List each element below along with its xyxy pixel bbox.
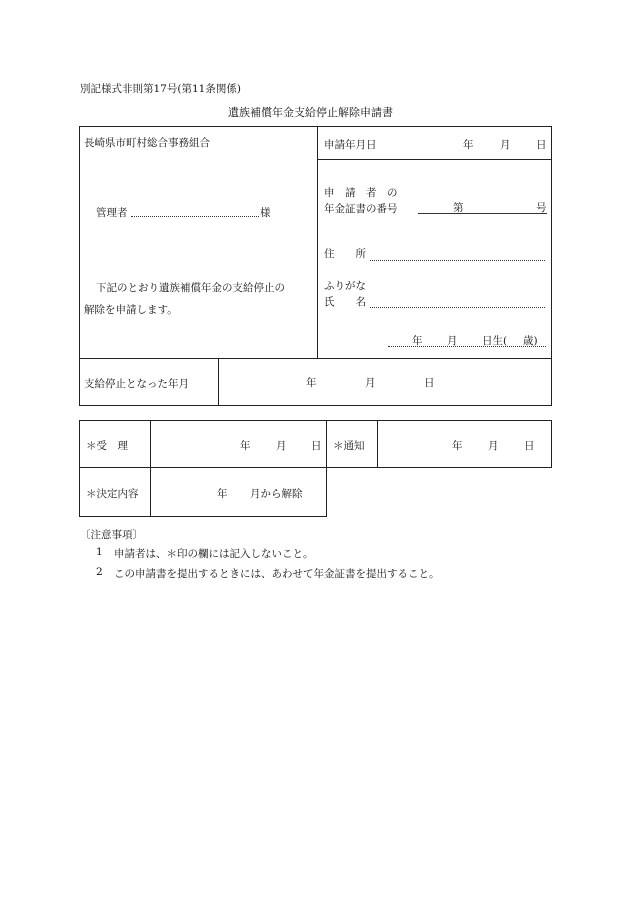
upper-table-divider [317,126,318,358]
administrator-label: 管理者 [96,207,128,219]
pension-number-field[interactable] [418,213,547,214]
decision-year: 年 [217,488,228,500]
name-label: 氏 名 [324,296,366,308]
note-item-2-text: この申請書を提出するときには、あわせて年金証書を提出すること。 [114,568,440,580]
birth-year: 年 [412,335,423,347]
address-field[interactable] [370,260,545,261]
pension-number-label-line2: 年金証書の番号 [324,203,398,215]
notice-label: ＊通知 [333,440,365,452]
notice-label-divider [377,420,378,468]
note-item-2-number: 2 [96,566,103,578]
address-label: 住 所 [324,248,366,260]
request-text-line2: 解除を申請します。 [84,304,178,316]
upper-table [79,126,552,406]
receipt-month: 月 [276,440,287,452]
application-date-day: 日 [536,139,547,151]
application-date-label: 申請年月日 [324,139,377,151]
notice-year: 年 [452,440,463,452]
suspension-day: 日 [424,377,435,389]
pension-number-go: 号 [536,202,547,214]
furigana-label: ふりがな [324,280,366,292]
suspension-month: 月 [365,377,376,389]
receipt-label: ＊受 理 [86,440,128,452]
date-row-divider [317,159,552,160]
birth-date-field[interactable] [388,346,546,347]
pension-number-label-line1: 申 請 者 の [324,187,398,199]
request-text-line1: 下記のとおり遺族補償年金の支給停止の [96,282,285,294]
birth-month: 月 [447,335,458,347]
receipt-day: 日 [311,440,322,452]
form-id: 別記様式非則第17号(第11条関係) [80,83,241,95]
page-title: 遺族補償年金支給停止解除申請書 [228,106,393,119]
receipt-year: 年 [240,440,251,452]
note-item-1-text: 申請者は、＊印の欄には記入しないこと。 [114,548,314,560]
birth-day: 日生( [482,335,508,347]
suspension-label-divider [218,358,219,406]
suspension-label: 支給停止となった年月 [84,378,189,390]
note-item-1-number: 1 [96,546,103,558]
pension-number-dai: 第 [453,202,464,214]
notice-day: 日 [524,440,535,452]
suspension-row-divider [79,358,552,359]
name-field[interactable] [370,307,545,308]
honorific: 様 [260,207,271,219]
application-date-month: 月 [500,139,511,151]
suspension-year: 年 [306,377,317,389]
decision-month-text: 月から解除 [250,488,303,500]
recipient-name: 長崎県市町村総合事務組合 [84,137,210,149]
administrator-name-field[interactable] [131,216,259,217]
birth-age: 歳) [523,335,538,347]
notice-month: 月 [488,440,499,452]
lower-label-divider [150,420,151,517]
decision-label: ＊決定内容 [86,488,139,500]
notes-heading: 〔注意事項〕 [80,529,143,541]
receipt-notice-divider [326,420,327,468]
application-date-year: 年 [463,139,474,151]
